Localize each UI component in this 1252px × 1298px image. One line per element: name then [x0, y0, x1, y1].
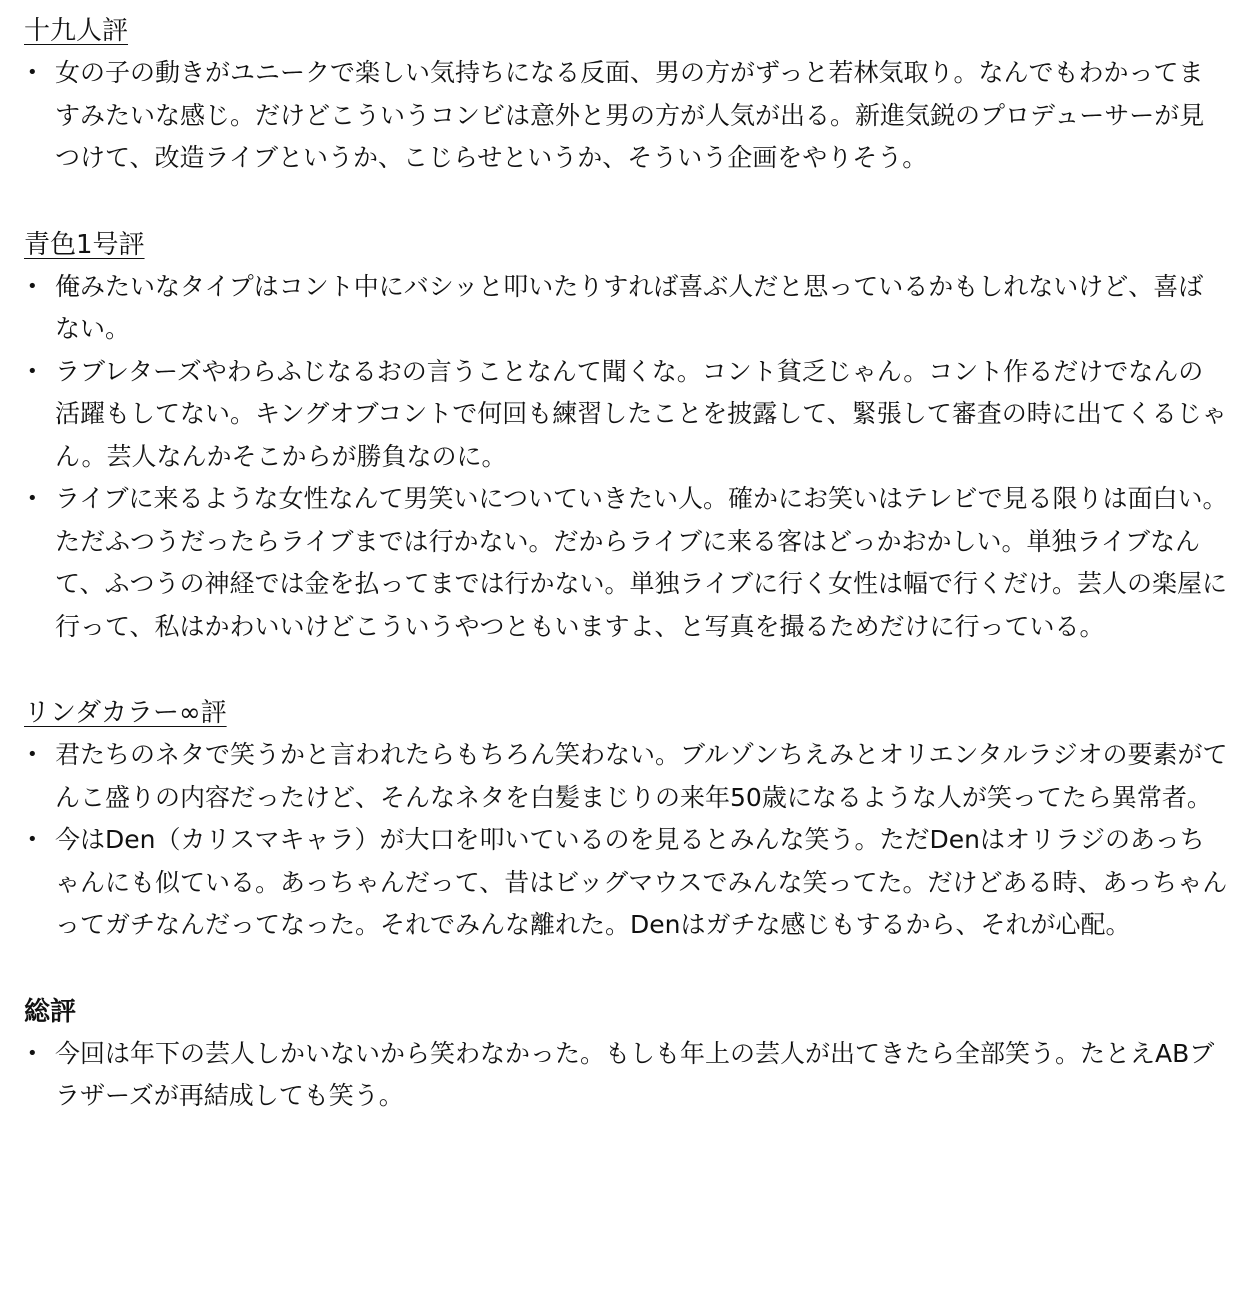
- comment-text: 今回は年下の芸人しかいないから笑わなかった。もしも年上の芸人が出てきたら全部笑う。たとえABブラザーズが再結成しても笑う。: [55, 1038, 1215, 1110]
- comment-text: ラブレターズやわらふじなるおの言うことなんて聞くな。コント貧乏じゃん。コント作るだけでなんの活躍もしてない。キングオブコントで何回も練習したことを披露して、緊張して審査の時に出てくるじゃん。芸人なんかそこからが勝負なのに。: [55, 356, 1227, 471]
- bullet-icon: •: [27, 275, 38, 297]
- section-heading: 総評: [24, 996, 77, 1027]
- bullet-icon: •: [27, 360, 38, 382]
- comment-text: 君たちのネタで笑うかと言われたらもちろん笑わない。ブルゾンちえみとオリエンタルラジオの要素がてんこ盛りの内容だったけど、そんなネタを白髪まじりの来年50歳になるような人が笑ってたら異常者。: [55, 740, 1228, 812]
- comment-list: [24, 734, 1228, 947]
- comment-list: [24, 52, 1228, 180]
- bullet-icon: •: [27, 1042, 38, 1064]
- bullet-icon: •: [27, 829, 38, 850]
- section-linda-color: [24, 692, 1228, 947]
- list-item: [24, 351, 1228, 479]
- list-item: [24, 478, 1228, 648]
- bullet-icon: •: [27, 62, 38, 83]
- section-heading: 青色1号評: [24, 229, 145, 260]
- section-souhyou: [24, 991, 1228, 1118]
- bullet-icon: •: [27, 744, 38, 765]
- list-item: [24, 1033, 1228, 1118]
- section-juukyuunin: [24, 10, 1228, 180]
- comment-text: 女の子の動きがユニークで楽しい気持ちになる反面、男の方がずっと若林気取り。なんでもわかってますみたいな感じ。だけどこういうコンビは意外と男の方が人気が出る。新進気鋭のプロデューサーが見つけて、改造ライブというか、こじらせというか、そういう企画をやりそう。: [55, 58, 1205, 172]
- comment-text: 今はDen（カリスマキャラ）が大口を叩いているのを見るとみんな笑う。ただDenはオリラジのあっちゃんにも似ている。あっちゃんだって、昔はビッグマウスでみんな笑ってた。だけどある時、あっちゃんってガチなんだってなった。それでみんな離れた。Denはガチな感じもするから、それが心配。: [55, 825, 1228, 939]
- section-heading: リンダカラー∞評: [24, 698, 227, 728]
- comment-list: [24, 266, 1228, 649]
- section-aoiro-ichigou: [24, 224, 1228, 649]
- list-item: [24, 266, 1228, 351]
- comment-text: ライブに来るような女性なんて男笑いについていきたい人。確かにお笑いはテレビで見る限りは面白い。ただふつうだったらライブまでは行かない。だからライブに来る客はどっかおかしい。単独ライブなんて、ふつうの神経では金を払ってまでは行かない。単独ライブに行く女性は幅で行くだけ。芸人の楽屋に行って、私はかわいいけどこういうやつともいますよ、と写真を撮るためだけに行っている。: [55, 484, 1228, 641]
- bullet-icon: •: [27, 488, 38, 509]
- comment-list: [24, 1033, 1228, 1118]
- comment-text: 俺みたいなタイプはコント中にバシッと叩いたりすれば喜ぶ人だと思っているかもしれないけど、喜ばない。: [55, 271, 1204, 343]
- list-item: [24, 734, 1228, 819]
- list-item: [24, 819, 1228, 947]
- section-heading: 十九人評: [24, 16, 129, 46]
- list-item: [24, 52, 1228, 180]
